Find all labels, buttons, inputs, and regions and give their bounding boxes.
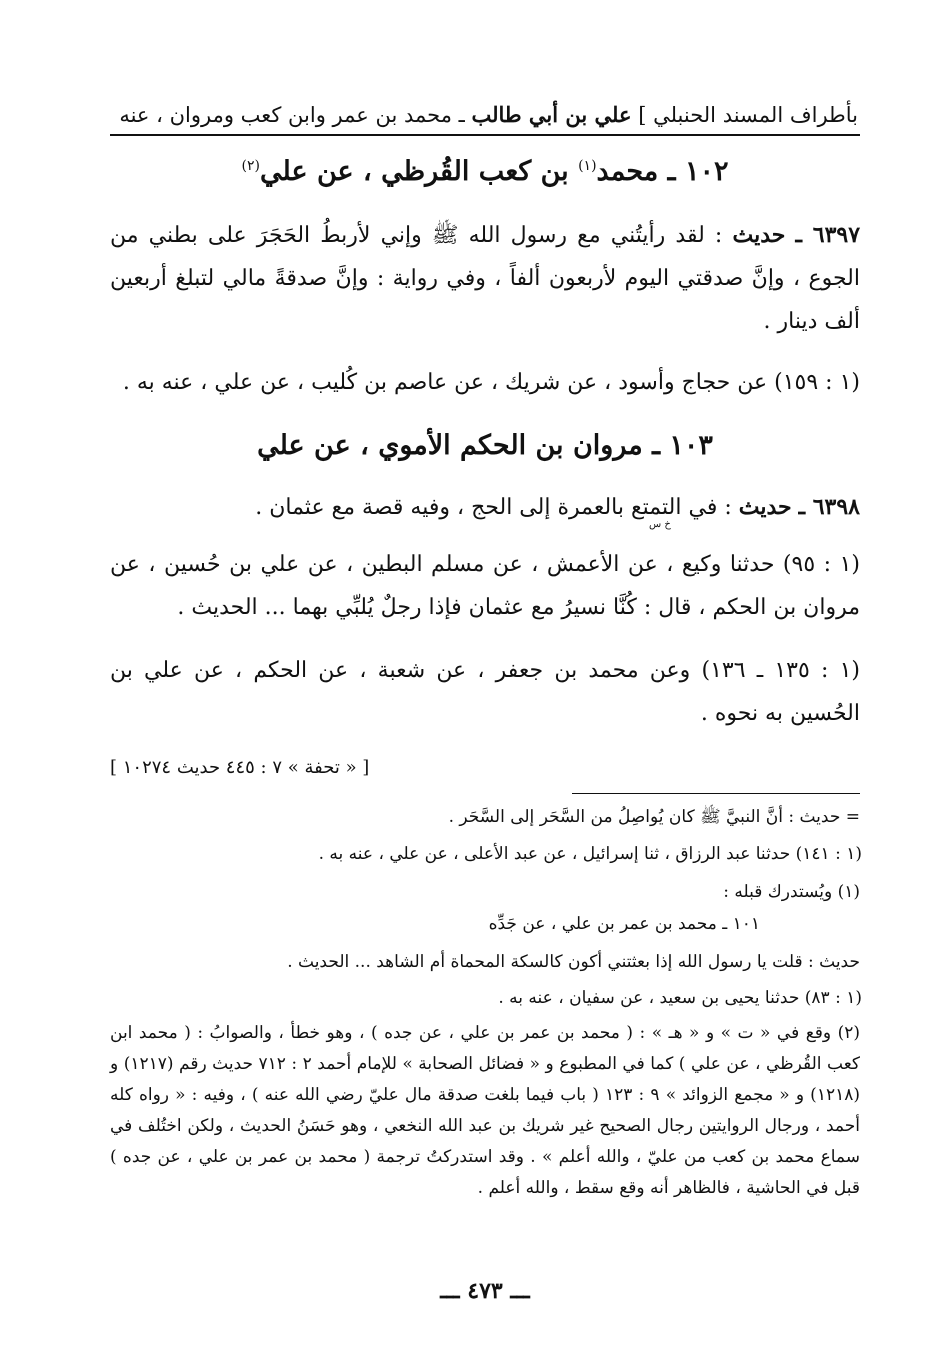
hadith-6397-text: : لقد رأيتُني مع رسول الله ﷺ وإني لأربطُ الحَجَرَ على بطني من الجوع ، وإنَّ صدقتي اليوم لأربعون ألفاً ، وفي رواية : وإنَّ صدقةً مالي لتبلغ أربعين ألف دينار . bbox=[110, 223, 860, 334]
running-head-rule bbox=[110, 134, 860, 136]
footnote-1-isnad: (١ : ٨٣) حدثنا يحيى بن سعيد ، عن سفيان ، عنه به . bbox=[498, 988, 862, 1008]
hadith-6397-label: حديث bbox=[732, 222, 786, 248]
hadith-6398-text: : في التمتع بالعمرة إلى الحج ، وفيه قصة مع عثمان . bbox=[255, 495, 732, 520]
running-head-rest: ـ محمد بن عمر وابن كعب ومروان ، عنه bbox=[119, 103, 465, 127]
running-head bbox=[112, 98, 858, 132]
hadith-6397-isnad: (١ : ١٥٩) عن حجاج وأسود ، عن شريك ، عن عاصم بن كُليب ، عن علي ، عنه به . bbox=[122, 370, 860, 395]
section-102-title bbox=[110, 156, 860, 187]
section-103-title: ١٠٣ ـ مروان بن الحكم الأموي ، عن علي bbox=[257, 430, 713, 461]
hadith-6398-label: حديث bbox=[738, 494, 792, 520]
hadith-6397 bbox=[110, 214, 860, 343]
hadith-6398 bbox=[110, 494, 860, 520]
page-number: ـــ ٤٧٣ ـــ bbox=[440, 1278, 530, 1304]
section-102-name-a: محمد bbox=[596, 156, 659, 187]
hadith-6398-isnad-2: (١ : ١٣٥ ـ ١٣٦) وعن محمد بن جعفر ، عن شعبة ، عن الحكم ، عن علي بن الحُسين به نحوه . bbox=[110, 658, 860, 726]
hadith-6398-number: ٦٣٩٨ ـ bbox=[798, 494, 860, 520]
running-head-book: بأطراف المسند الحنبلي ] bbox=[638, 103, 858, 127]
section-102-number: ١٠٢ ـ bbox=[667, 156, 729, 187]
hadith-6398-sigla: خ س bbox=[649, 519, 671, 530]
running-head-author: علي بن أبي طالب bbox=[471, 102, 632, 127]
footnote-rule bbox=[572, 793, 860, 794]
section-102-name-b: بن كعب القُرظي ، عن علي bbox=[260, 156, 569, 187]
tuhfa-reference: [ « تحفة » ٧ : ٤٤٥ حديث ١٠٢٧٤ ] bbox=[110, 757, 370, 778]
footnote-continuation-isnad: (١ : ١٤١) حدثنا عبد الرزاق ، ثنا إسرائيل ، عن عبد الأعلى ، عن علي ، عنه به . bbox=[318, 844, 862, 864]
footnote-2: (٢) وقع في « ت » و « هـ » : ( محمد بن عمر بن علي ، عن جده ) ، وهو خطأ ، والصوابُ : ( محمد ابن كعب القُرظي ، عن علي ) كما في المطبوع و « فضائل الصحابة » للإمام أحمد ٢ : ٧١٢ حديث رقم (١٢١٧) و (١٢١٨) و « مجمع الزوائد » ٩ : ١٢٣ ( باب فيما بلغت صدقة مال عليّ رضي الله عنه ) ، وفيه : « رواه كله أحمد ، ورجال الروايتين رجال الصحيح غير شريك بن عبد الله النخعي ، وهو حَسَنُ الحديث ، ولكن اختُلف في سماع محمد بن كعب من عليّ ، والله أعلم » . وقد استدركتُ ترجمة ( محمد بن عمر بن علي ، عن جده ) قبل في الحاشية ، فالظاهر أنه وقع سقط ، والله أعلم . bbox=[110, 1023, 861, 1198]
hadith-6398-isnad-1: (١ : ٩٥) حدثنا وكيع ، عن الأعمش ، عن مسلم البطين ، عن علي بن حُسين ، عن مروان بن الحكم ، قال : كُنَّا نسيرُ مع عثمان فإذا رجلٌ يُلبِّي بهما ... الحديث . bbox=[110, 552, 861, 620]
footnote-1-intro: (١) ويُستدرك قبله : bbox=[723, 882, 860, 902]
footnote-continuation-hadith: = حديث : أنَّ النبيَّ ﷺ كان يُواصِلُ من السَّحَر إلى السَّحَر . bbox=[448, 807, 860, 827]
hadith-6397-number: ٦٣٩٧ ـ bbox=[795, 222, 861, 248]
footnote-1-hadith: حديث : قلت يا رسول الله إذا بعثتني أكون كالسكة المحماة أم الشاهد ... الحديث . bbox=[287, 952, 860, 972]
footnote-ref-1: (١) bbox=[578, 158, 597, 174]
footnote-1-heading: ١٠١ ـ محمد بن عمر بن علي ، عن جَدِّه bbox=[488, 914, 760, 934]
footnote-ref-2: (٢) bbox=[241, 158, 260, 174]
